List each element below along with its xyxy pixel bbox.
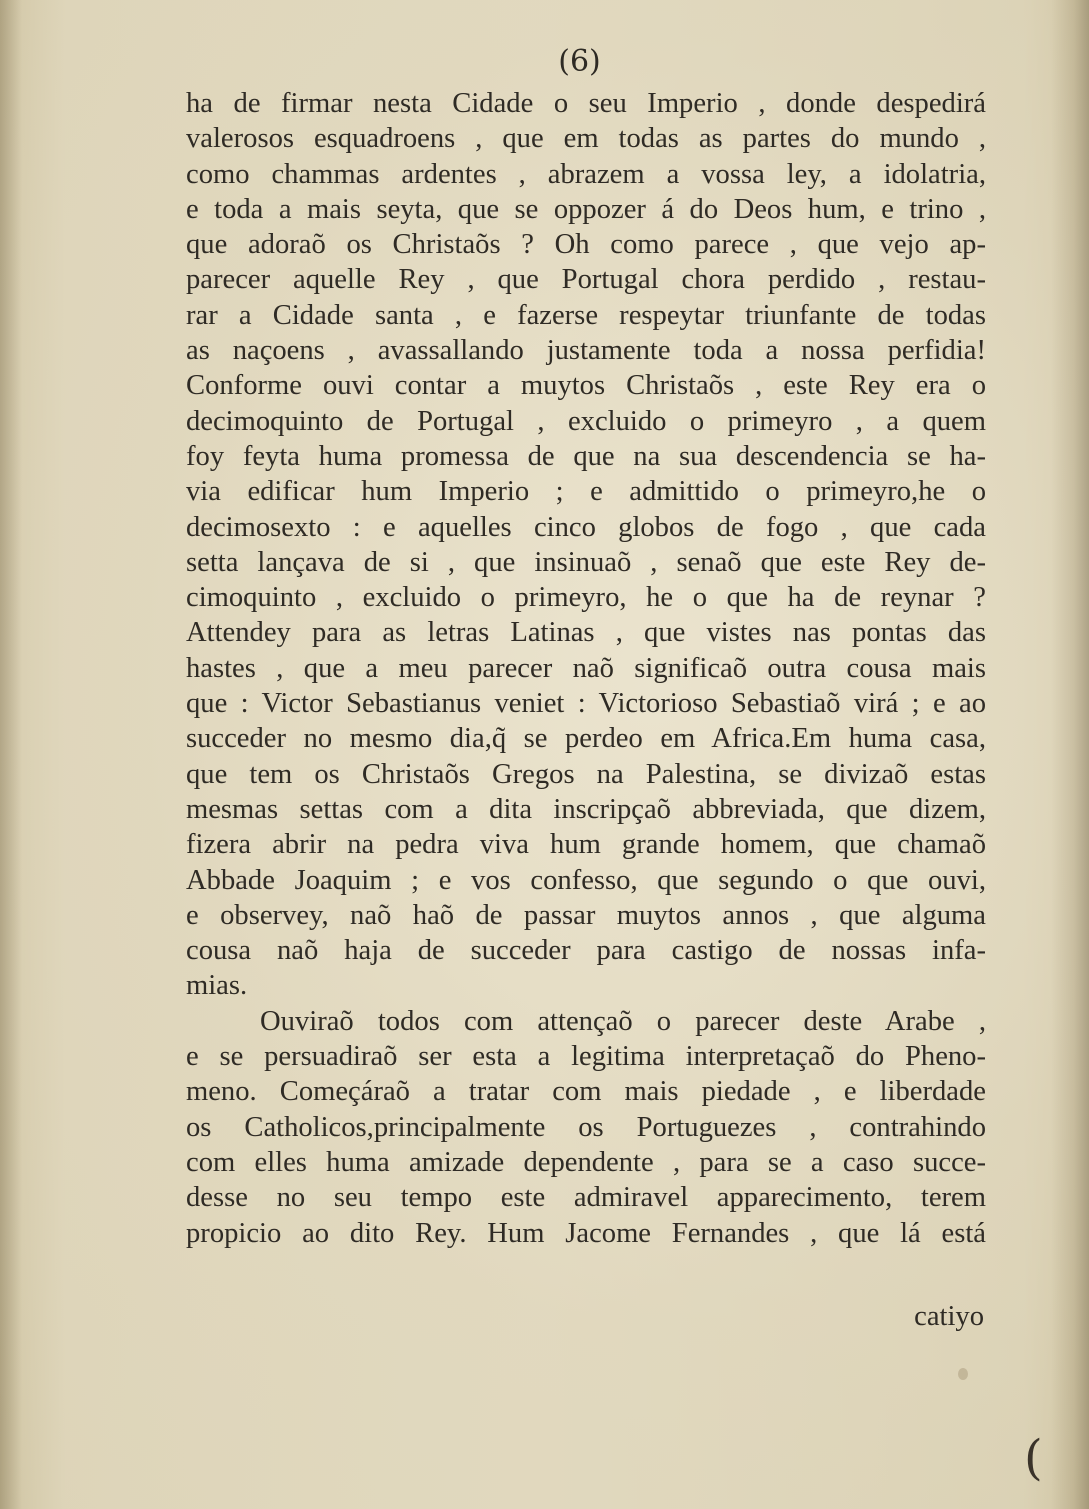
text-line: mias. [186,970,248,1002]
page-edge-shadow [1051,0,1089,1509]
paragraph-first-line: Ouviraõ todos com attençaõ o parecer deste Arabe , [260,1005,986,1037]
text-line: e se persuadiraõ ser esta a legitima interpretaçaõ do Pheno- [186,1041,986,1073]
binding-shadow [0,0,22,1509]
text-line: como chammas ardentes , abrazem a vossa ley, a idolatria, [186,158,986,190]
text-line: e toda a mais seyta, que se oppozer á do Deos hum, e trino , [186,193,986,225]
text-line: e observey, naõ haõ de passar muytos annos , que alguma [186,899,986,931]
text-line: propicio ao dito Rey. Hum Jacome Fernandes , que lá está [186,1217,986,1249]
text-line: fizera abrir na pedra viva hum grande homem, que chamaõ [186,829,986,861]
text-line: foy feyta huma promessa de que na sua descendencia se ha- [186,440,986,472]
text-line: cousa naõ haja de succeder para castigo de nossas infa- [186,935,986,967]
text-line: parecer aquelle Rey , que Portugal chora perdido , restau- [186,264,986,296]
text-line: os Catholicos,principalmente os Portuguezes , contrahindo [186,1111,986,1143]
text-line: hastes , que a meu parecer naõ significaõ outra cousa mais [186,652,986,684]
text-line: as naçoens , avassallando justamente toda a nossa perfidia! [186,335,986,367]
text-line: com elles huma amizade dependente , para se a caso succe- [186,1146,986,1178]
catchword: catiyo [914,1301,984,1332]
text-line: cimoquinto , excluido o primeyro, he o que ha de reynar ? [186,582,986,614]
text-line: que : Victor Sebastianus veniet : Victorioso Sebastiaõ virá ; e ao [186,688,986,720]
text-line: Abbade Joaquim ; e vos confesso, que segundo o que ouvi, [186,864,986,896]
text-line: via edificar hum Imperio ; e admittido o primeyro,he o [186,476,986,508]
text-line: Attendey para as letras Latinas , que vistes nas pontas das [186,617,986,649]
text-line: ha de firmar nesta Cidade o seu Imperio , donde despedirá [186,88,986,119]
body-text [186,86,986,1251]
text-line: decimoquinto de Portugal , excluido o primeyro , a quem [186,405,986,437]
text-line: que tem os Christaõs Gregos na Palestina, se divizaõ estas [186,758,986,790]
text-line: rar a Cidade santa , e fazerse respeytar triunfante de todas [186,299,986,331]
margin-mark: ( [1024,1430,1043,1486]
text-line: que adoraõ os Christaõs ? Oh como parece , que vejo ap- [186,229,986,261]
text-line: Conforme ouvi contar a muytos Christaõs , este Rey era o [186,370,986,402]
page-number: (6) [558,44,601,79]
text-line: meno. Começáraõ a tratar com mais piedade , e liberdade [186,1076,986,1108]
text-line: succeder no mesmo dia,q̃ se perdeo em Africa.Em huma casa, [186,723,986,755]
text-line: setta lançava de si , que insinuaõ , senaõ que este Rey de- [186,546,986,578]
text-line: decimosexto : e aquelles cinco globos de fogo , que cada [186,511,986,543]
text-line: mesmas settas com a dita inscripçaõ abbreviada, que dizem, [186,793,986,825]
paper-stain [958,1368,968,1380]
text-line: desse no seu tempo este admiravel apparecimento, terem [186,1182,986,1214]
text-line: valerosos esquadroens , que em todas as partes do mundo , [186,123,986,155]
